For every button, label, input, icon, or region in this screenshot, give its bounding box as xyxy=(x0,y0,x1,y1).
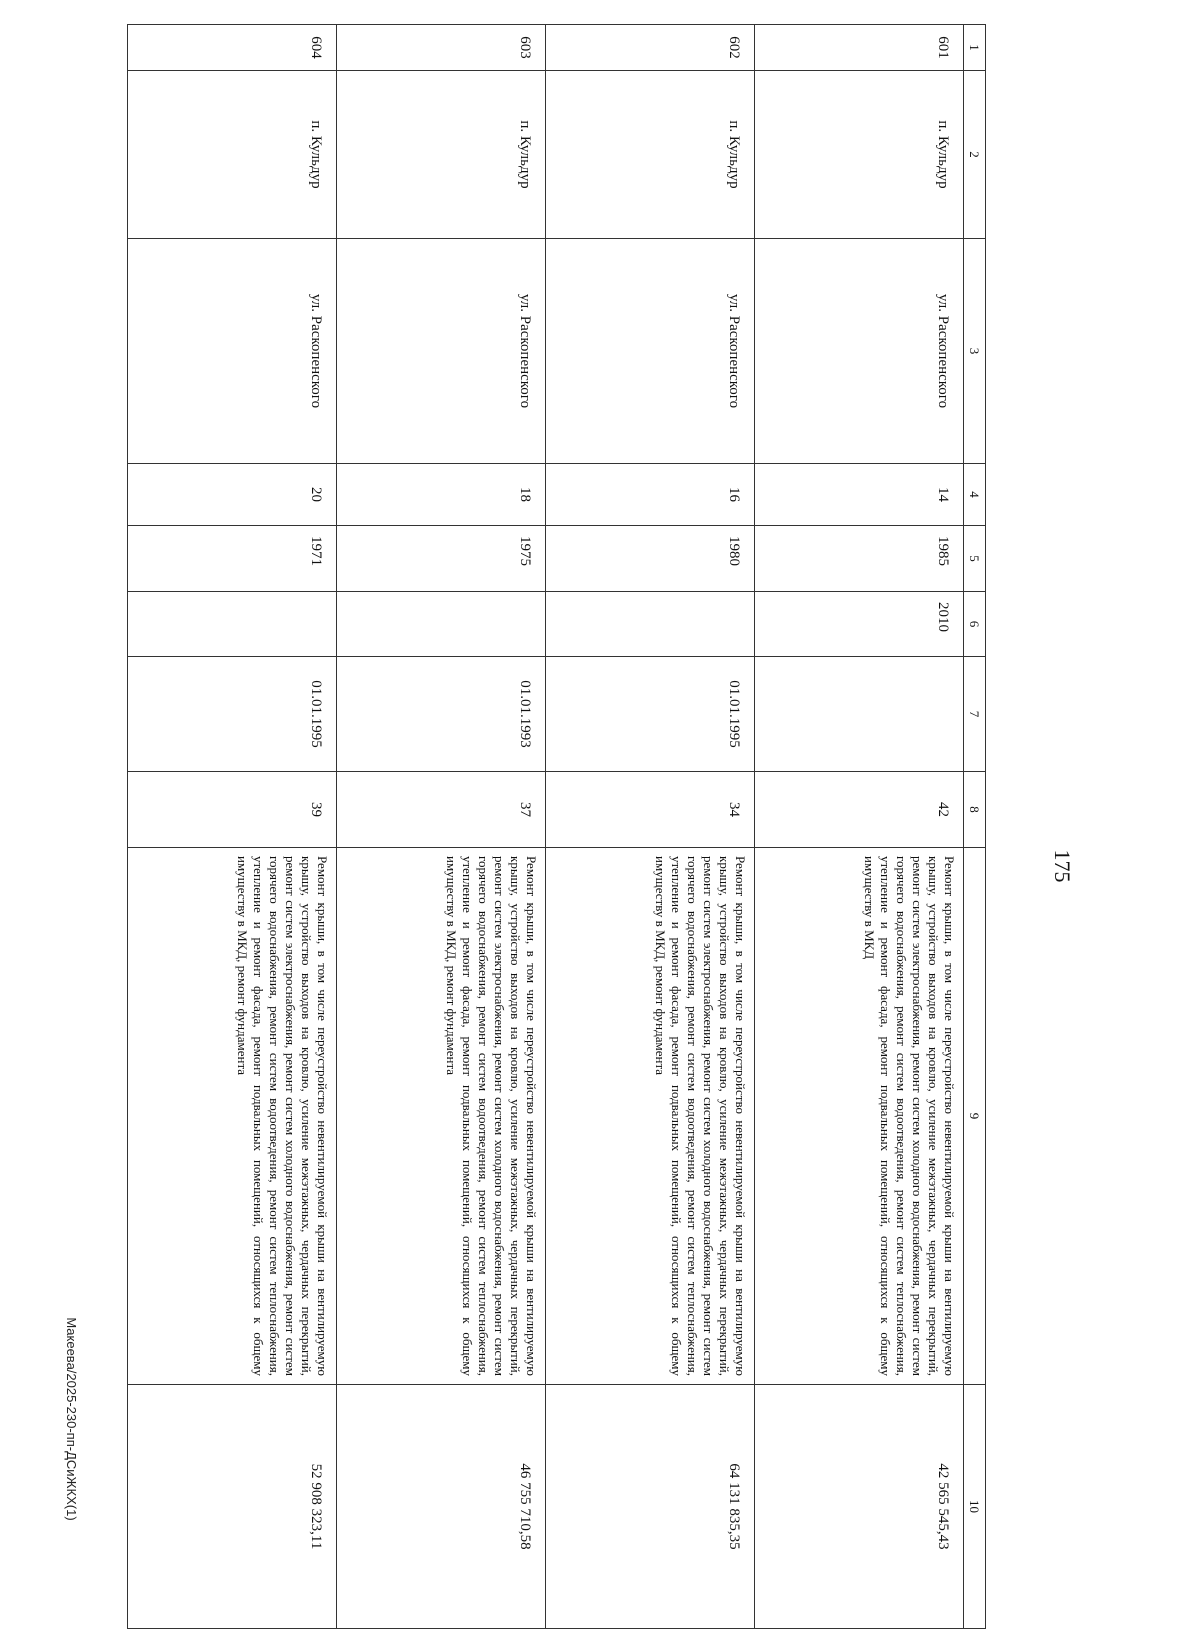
value-cell: 39 xyxy=(128,772,337,848)
row-number: 603 xyxy=(337,25,546,71)
house-number-cell: 16 xyxy=(546,464,755,526)
date-cell xyxy=(755,657,964,772)
year-built-cell: 1971 xyxy=(128,526,337,592)
year-repair-cell: 2010 xyxy=(755,592,964,657)
date-cell: 01.01.1993 xyxy=(337,657,546,772)
column-number-row xyxy=(964,25,986,1629)
value-cell: 37 xyxy=(337,772,546,848)
works-description-cell: Ремонт крыши, в том числе переустройство невентилируемой крыши на вентилируемую крышу, устройство выходов на кровлю, усиление межэтажных, чердачных перекрытий, ремонт систем электроснабжения, ремонт систем холодного водоснабжения, ремонт систем горячего водоснабжения, ремонт систем водоотведения, ремонт систем теплоснабжения, утепление и ремонт фасада, ремонт подвальных помещений, относящихся к общему имуществу в МКД, ремонт фундамента xyxy=(546,848,755,1385)
column-number: 5 xyxy=(964,526,986,592)
cost-cell: 52 908 323,11 xyxy=(128,1385,337,1629)
column-number: 3 xyxy=(964,239,986,464)
works-description-cell: Ремонт крыши, в том числе переустройство невентилируемой крыши на вентилируемую крышу, устройство выходов на кровлю, усиление межэтажных, чердачных перекрытий, ремонт систем электроснабжения, ремонт систем холодного водоснабжения, ремонт систем горячего водоснабжения, ремонт систем водоотведения, ремонт систем теплоснабжения, утепление и ремонт фасада, ремонт подвальных помещений, относящихся к общему имуществу в МКД, ремонт фундамента xyxy=(128,848,337,1385)
settlement-cell: п. Кульдур xyxy=(546,71,755,239)
street-cell: ул. Раскопенского xyxy=(337,239,546,464)
column-number: 8 xyxy=(964,772,986,848)
column-number: 6 xyxy=(964,592,986,657)
year-built-cell: 1985 xyxy=(755,526,964,592)
table-row xyxy=(128,25,337,1629)
settlement-cell: п. Кульдур xyxy=(337,71,546,239)
cost-cell: 46 755 710,58 xyxy=(337,1385,546,1629)
settlement-cell: п. Кульдур xyxy=(755,71,964,239)
date-cell: 01.01.1995 xyxy=(546,657,755,772)
house-number-cell: 20 xyxy=(128,464,337,526)
street-cell: ул. Раскопенского xyxy=(546,239,755,464)
value-cell: 42 xyxy=(755,772,964,848)
document-code: Макеева/2025-230-пп-ДСиЖКХ(1) xyxy=(64,1317,79,1521)
column-number: 9 xyxy=(964,848,986,1385)
year-repair-cell xyxy=(337,592,546,657)
row-number: 601 xyxy=(755,25,964,71)
table-row xyxy=(337,25,546,1629)
rotated-table-container xyxy=(128,24,986,1628)
page-number: 175 xyxy=(1050,849,1075,883)
column-number: 7 xyxy=(964,657,986,772)
row-number: 602 xyxy=(546,25,755,71)
year-repair-cell xyxy=(128,592,337,657)
column-number: 4 xyxy=(964,464,986,526)
repair-program-table xyxy=(127,24,986,1629)
cost-cell: 64 131 835,35 xyxy=(546,1385,755,1629)
works-description-cell: Ремонт крыши, в том числе переустройство невентилируемой крыши на вентилируемую крышу, устройство выходов на кровлю, усиление межэтажных, чердачных перекрытий, ремонт систем электроснабжения, ремонт систем холодного водоснабжения, ремонт систем горячего водоснабжения, ремонт систем водоотведения, ремонт систем теплоснабжения, утепление и ремонт фасада, ремонт подвальных помещений, относящихся к общему имуществу в МКД xyxy=(755,848,964,1385)
column-number: 1 xyxy=(964,25,986,71)
house-number-cell: 18 xyxy=(337,464,546,526)
street-cell: ул. Раскопенского xyxy=(128,239,337,464)
table-row xyxy=(546,25,755,1629)
settlement-cell: п. Кульдур xyxy=(128,71,337,239)
table-row xyxy=(755,25,964,1629)
column-number: 2 xyxy=(964,71,986,239)
year-repair-cell xyxy=(546,592,755,657)
year-built-cell: 1975 xyxy=(337,526,546,592)
column-number: 10 xyxy=(964,1385,986,1629)
date-cell: 01.01.1995 xyxy=(128,657,337,772)
year-built-cell: 1980 xyxy=(546,526,755,592)
value-cell: 34 xyxy=(546,772,755,848)
row-number: 604 xyxy=(128,25,337,71)
house-number-cell: 14 xyxy=(755,464,964,526)
street-cell: ул. Раскопенского xyxy=(755,239,964,464)
cost-cell: 42 565 545,43 xyxy=(755,1385,964,1629)
works-description-cell: Ремонт крыши, в том числе переустройство невентилируемой крыши на вентилируемую крышу, устройство выходов на кровлю, усиление межэтажных, чердачных перекрытий, ремонт систем электроснабжения, ремонт систем холодного водоснабжения, ремонт систем горячего водоснабжения, ремонт систем водоотведения, ремонт систем теплоснабжения, утепление и ремонт фасада, ремонт подвальных помещений, относящихся к общему имуществу в МКД, ремонт фундамента xyxy=(337,848,546,1385)
